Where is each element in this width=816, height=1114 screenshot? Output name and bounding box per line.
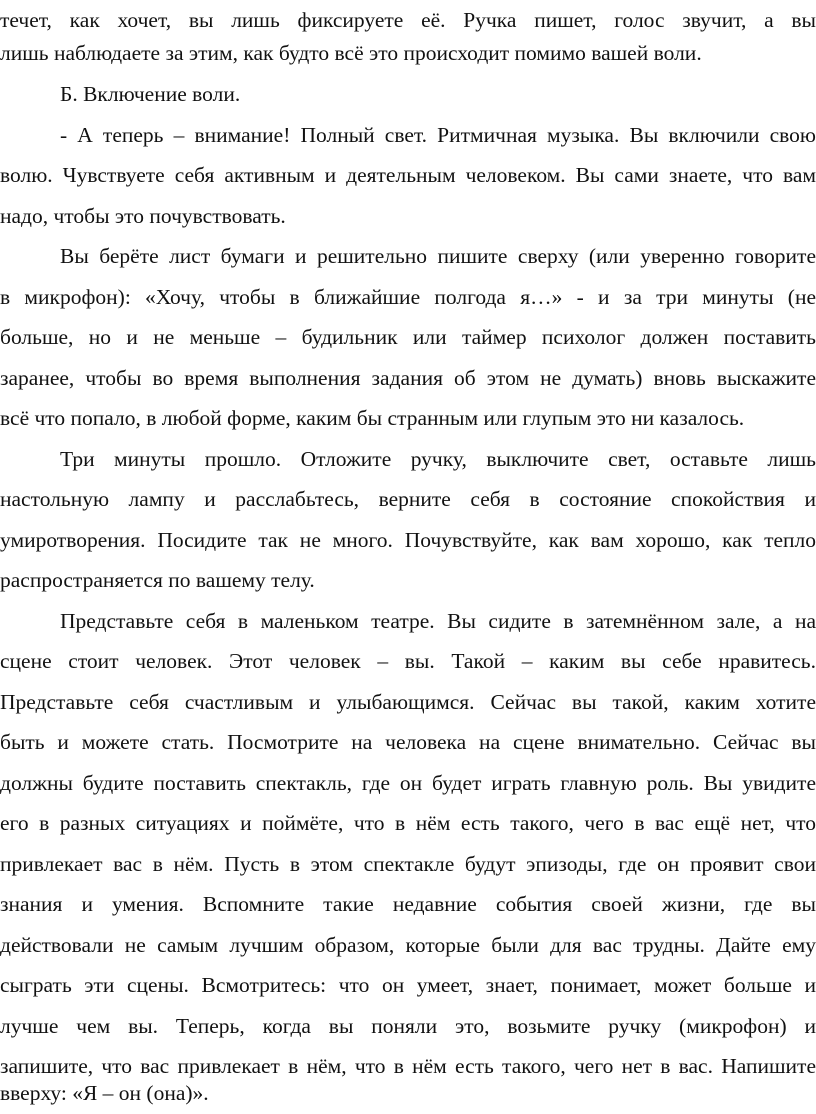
text-line: лучше чем вы. Теперь, когда вы поняли это, возьмите ручку (микрофон) и: [0, 1014, 816, 1038]
text-line: умиротворения. Посидите так не много. Почувствуйте, как вам хорошо, как тепло: [0, 528, 816, 552]
text-line: быть и можете стать. Посмотрите на человека на сцене внимательно. Сейчас вы: [0, 730, 816, 754]
text-line: знания и умения. Вспомните такие недавние события своей жизни, где вы: [0, 892, 816, 916]
text-line: надо, чтобы это почувствовать.: [0, 204, 286, 228]
text-line: в микрофон): «Хочу, чтобы в ближайшие полгода я…» - и за три минуты (не: [0, 285, 816, 309]
text-line: больше, но и не меньше – будильник или таймер психолог должен поставить: [0, 325, 816, 349]
text-line: Три минуты прошло. Отложите ручку, выключите свет, оставьте лишь: [60, 447, 816, 471]
text-line: всё что попало, в любой форме, каким бы странным или глупым это ни казалось.: [0, 406, 745, 430]
text-line: вверху: «Я – он (она)».: [0, 1081, 209, 1105]
text-line: - А теперь – внимание! Полный свет. Ритмичная музыка. Вы включили свою: [60, 123, 816, 147]
text-line: Представьте себя счастливым и улыбающимся. Сейчас вы такой, каким хотите: [0, 690, 816, 714]
text-line: сцене стоит человек. Этот человек – вы. Такой – каким вы себе нравитесь.: [0, 649, 816, 673]
text-line: привлекает вас в нём. Пусть в этом спектакле будут эпизоды, где он проявит свои: [0, 852, 816, 876]
text-line: настольную лампу и расслабьтесь, верните себя в состояние спокойствия и: [0, 487, 816, 511]
heading-line: Б. Включение воли.: [60, 82, 241, 106]
text-line: заранее, чтобы во время выполнения задания об этом не думать) вновь выскажите: [0, 366, 816, 390]
text-line: действовали не самым лучшим образом, которые были для вас трудны. Дайте ему: [0, 933, 816, 957]
text-line: волю. Чувствуете себя активным и деятельным человеком. Вы сами знаете, что вам: [0, 163, 816, 187]
text-line: запишите, что вас привлекает в нём, что в нём есть такого, чего нет в вас. Напишите: [0, 1054, 816, 1078]
text-line: его в разных ситуациях и поймёте, что в нём есть такого, чего в вас ещё нет, что: [0, 811, 816, 835]
text-line: Вы берёте лист бумаги и решительно пишите сверху (или уверенно говорите: [60, 244, 816, 268]
text-line: распространяется по вашему телу.: [0, 568, 315, 592]
text-line: течет, как хочет, вы лишь фиксируете её. Ручка пишет, голос звучит, а вы: [0, 8, 816, 32]
text-line: должны будите поставить спектакль, где он будет играть главную роль. Вы увидите: [0, 771, 816, 795]
text-line: Представьте себя в маленьком театре. Вы сидите в затемнённом зале, а на: [60, 609, 816, 633]
text-line: сыграть эти сцены. Всмотритесь: что он умеет, знает, понимает, может больше и: [0, 973, 816, 997]
text-line: лишь наблюдаете за этим, как будто всё это происходит помимо вашей воли.: [0, 41, 702, 65]
